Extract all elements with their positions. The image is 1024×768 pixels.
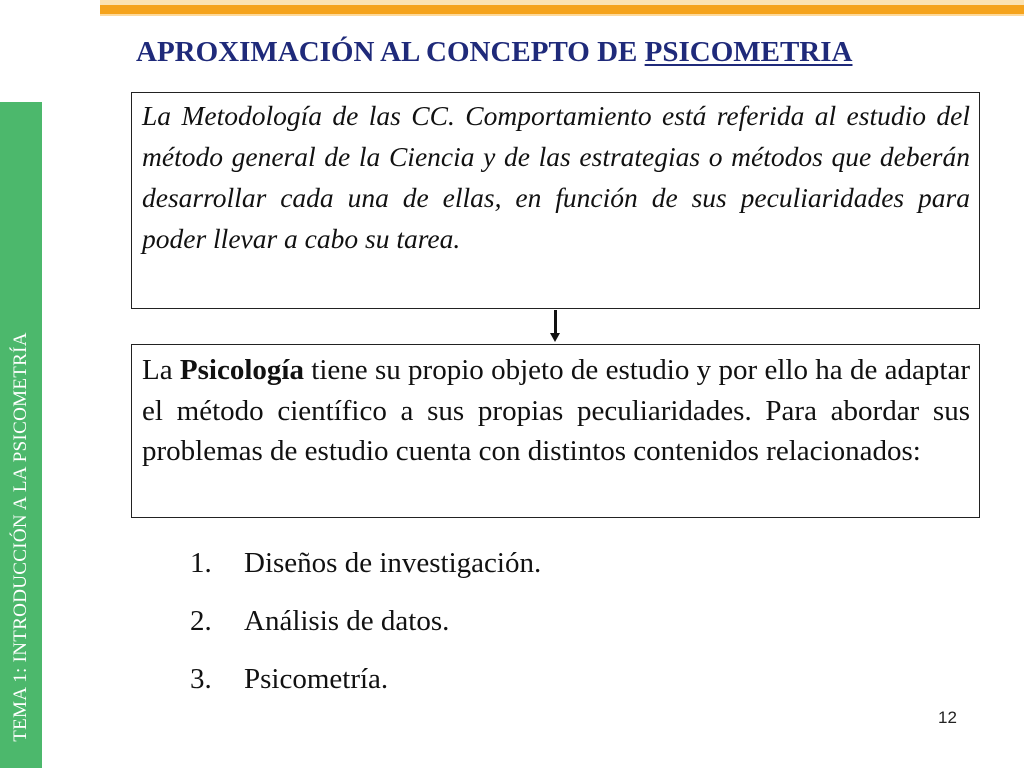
list-item-text: Análisis de datos. <box>244 605 450 637</box>
methodology-definition-box <box>131 92 980 309</box>
methodology-definition-text: La Metodología de las CC. Comportamiento está referida al estudio del método general de la Ciencia y de las estrategias o métodos que deberán desarrollar cada una de ellas, en función de sus peculiaridades para poder llevar a cabo su tarea. <box>142 100 970 254</box>
sidebar-band <box>0 102 42 768</box>
list-item <box>190 599 541 657</box>
list-item-number: 3. <box>190 663 212 695</box>
list-item-text: Diseños de investigación. <box>244 547 542 579</box>
list-item-number: 2. <box>190 605 212 637</box>
slide-title-emphasis: PSICOMETRIA <box>644 36 853 68</box>
slide-title-prefix: APROXIMACIÓN AL CONCEPTO DE <box>136 36 645 68</box>
top-accent-line <box>100 14 1024 16</box>
page-number: 12 <box>938 708 957 727</box>
psychology-text-lead: La <box>142 354 180 386</box>
psychology-text-rest: tiene su propio objeto de estudio y por ello ha de adaptar el método científico a sus propias peculiaridades. Para abordar sus problemas de estudio cuenta con distintos contenidos relacionados: <box>142 354 970 467</box>
list-item-number: 1. <box>190 547 212 579</box>
list-item <box>190 541 541 599</box>
list-item <box>190 657 541 715</box>
slide-title <box>136 36 852 69</box>
psychology-box <box>131 344 980 518</box>
list-item-text: Psicometría. <box>244 663 389 695</box>
down-arrow-icon <box>550 333 560 342</box>
psychology-keyword: Psicología <box>179 354 304 386</box>
sidebar-title: TEMA 1: INTRODUCCIÓN A LA PSICOMETRÍA <box>10 332 31 742</box>
contents-list <box>190 541 541 715</box>
top-accent-bar <box>100 5 1024 14</box>
